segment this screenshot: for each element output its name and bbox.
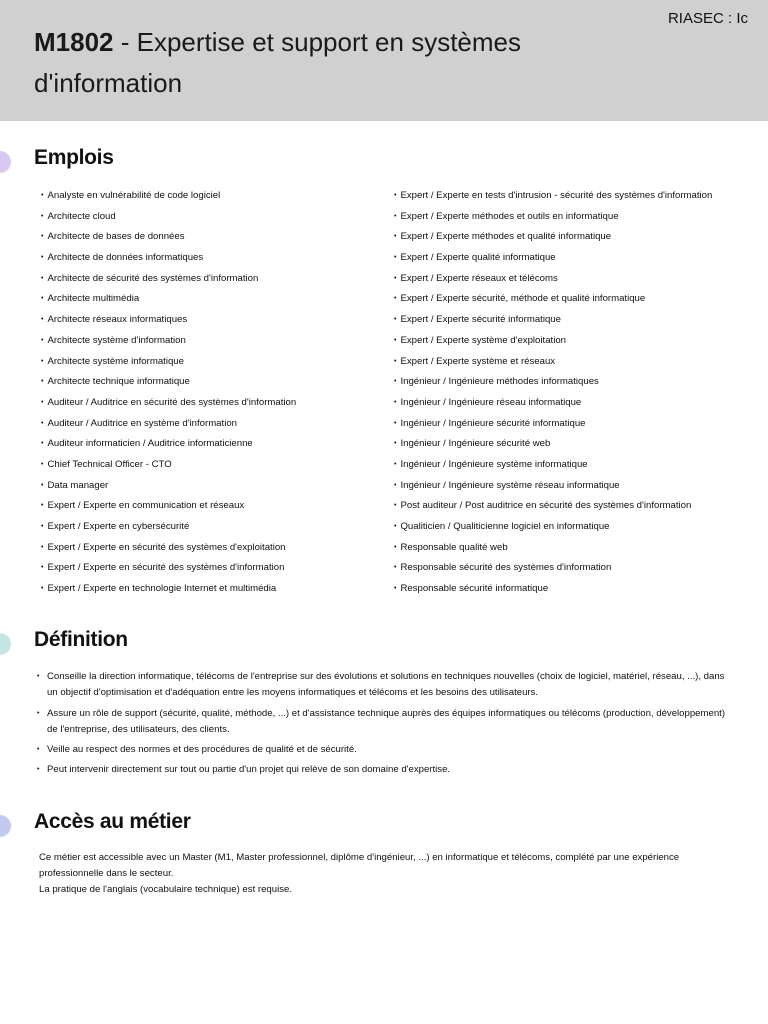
emploi-item: • Expert / Experte en tests d'intrusion - sécurité des systèmes d'information <box>394 186 712 207</box>
emploi-item: • Architecte système d'information <box>41 331 296 352</box>
section-title-definition: Définition <box>34 628 128 651</box>
emploi-item: • Ingénieur / Ingénieure système informatique <box>394 455 712 476</box>
emploi-item: • Data manager <box>41 476 296 497</box>
emploi-item: • Post auditeur / Post auditrice en sécurité des systèmes d'information <box>394 496 712 517</box>
emplois-list-left <box>41 186 296 600</box>
emplois-list-right <box>394 186 712 600</box>
emploi-item: • Expert / Experte sécurité, méthode et qualité informatique <box>394 289 712 310</box>
emploi-item: • Chief Technical Officer - CTO <box>41 455 296 476</box>
job-code: M1802 <box>34 27 114 57</box>
emploi-item: • Expert / Experte réseaux et télécoms <box>394 269 712 290</box>
emploi-item: • Responsable sécurité des systèmes d'information <box>394 558 712 579</box>
emploi-item: • Auditeur / Auditrice en système d'information <box>41 414 296 435</box>
section-dot-icon <box>0 815 11 837</box>
definition-item: • Veille au respect des normes et des procédures de qualité et de sécurité. <box>37 742 737 758</box>
emploi-item: • Ingénieur / Ingénieure méthodes informatiques <box>394 372 712 393</box>
emploi-item: • Qualiticien / Qualiticienne logiciel en informatique <box>394 517 712 538</box>
emploi-item: • Ingénieur / Ingénieure système réseau informatique <box>394 476 712 497</box>
emploi-item: • Expert / Experte méthodes et qualité informatique <box>394 227 712 248</box>
definition-item: • Conseille la direction informatique, télécoms de l'entreprise sur des évolutions et solutions en techniques nouvelles (choix de logiciel, matériel, réseau, ...), dans un objectif d'optimisation et d'adéquation entre les moyens informatiques et télécoms et les besoins des utilisateurs. <box>37 669 737 702</box>
acces-text <box>39 850 699 897</box>
emploi-item: • Architecte technique informatique <box>41 372 296 393</box>
emploi-item: • Architecte multimédia <box>41 289 296 310</box>
section-title-acces: Accès au métier <box>34 810 191 833</box>
page-title <box>34 22 634 104</box>
emploi-item: • Expert / Experte en sécurité des systèmes d'information <box>41 558 296 579</box>
section-title-emplois: Emplois <box>34 146 114 169</box>
emploi-item: • Expert / Experte système et réseaux <box>394 352 712 373</box>
emploi-item: • Ingénieur / Ingénieure sécurité informatique <box>394 414 712 435</box>
emploi-item: • Architecte de sécurité des systèmes d'information <box>41 269 296 290</box>
section-dot-icon <box>0 151 11 173</box>
section-emplois-header <box>0 146 768 174</box>
definition-list <box>37 669 737 783</box>
acces-paragraph: Ce métier est accessible avec un Master (M1, Master professionnel, diplôme d'ingénieur, ...) en informatique et télécoms, complété par une expérience professionnelle dans le secteur. <box>39 852 680 879</box>
emploi-item: • Architecte de bases de données <box>41 227 296 248</box>
emploi-item: • Architecte de données informatiques <box>41 248 296 269</box>
emploi-item: • Expert / Experte qualité informatique <box>394 248 712 269</box>
emploi-item: • Expert / Experte système d'exploitation <box>394 331 712 352</box>
emploi-item: • Auditeur / Auditrice en sécurité des systèmes d'information <box>41 393 296 414</box>
section-dot-icon <box>0 633 11 655</box>
emploi-item: • Expert / Experte en cybersécurité <box>41 517 296 538</box>
definition-item: • Peut intervenir directement sur tout ou partie d'un projet qui relève de son domaine d'expertise. <box>37 762 737 778</box>
emploi-item: • Expert / Experte en technologie Internet et multimédia <box>41 579 296 600</box>
emploi-item: • Ingénieur / Ingénieure sécurité web <box>394 434 712 455</box>
emploi-item: • Expert / Experte méthodes et outils en informatique <box>394 207 712 228</box>
job-title: - Expertise et support en systèmes d'information <box>34 27 522 98</box>
emploi-item: • Expert / Experte en communication et réseaux <box>41 496 296 517</box>
section-definition-header <box>0 628 768 656</box>
emploi-item: • Architecte réseaux informatiques <box>41 310 296 331</box>
emploi-item: • Auditeur informaticien / Auditrice informaticienne <box>41 434 296 455</box>
emploi-item: • Architecte système informatique <box>41 352 296 373</box>
definition-item: • Assure un rôle de support (sécurité, qualité, méthode, ...) et d'assistance technique auprès des équipes informatiques ou télécoms (production, développement) de l'entreprise, des utilisateurs, des clients. <box>37 706 737 739</box>
emploi-item: • Responsable qualité web <box>394 538 712 559</box>
emploi-item: • Analyste en vulnérabilité de code logiciel <box>41 186 296 207</box>
page-header <box>0 0 768 121</box>
emploi-item: • Ingénieur / Ingénieure réseau informatique <box>394 393 712 414</box>
acces-paragraph: La pratique de l'anglais (vocabulaire technique) est requise. <box>39 883 293 895</box>
emploi-item: • Expert / Experte sécurité informatique <box>394 310 712 331</box>
riasec-code: RIASEC : Ic <box>667 10 748 27</box>
section-acces-header <box>0 810 768 838</box>
emploi-item: • Expert / Experte en sécurité des systèmes d'exploitation <box>41 538 296 559</box>
emploi-item: • Responsable sécurité informatique <box>394 579 712 600</box>
emploi-item: • Architecte cloud <box>41 207 296 228</box>
